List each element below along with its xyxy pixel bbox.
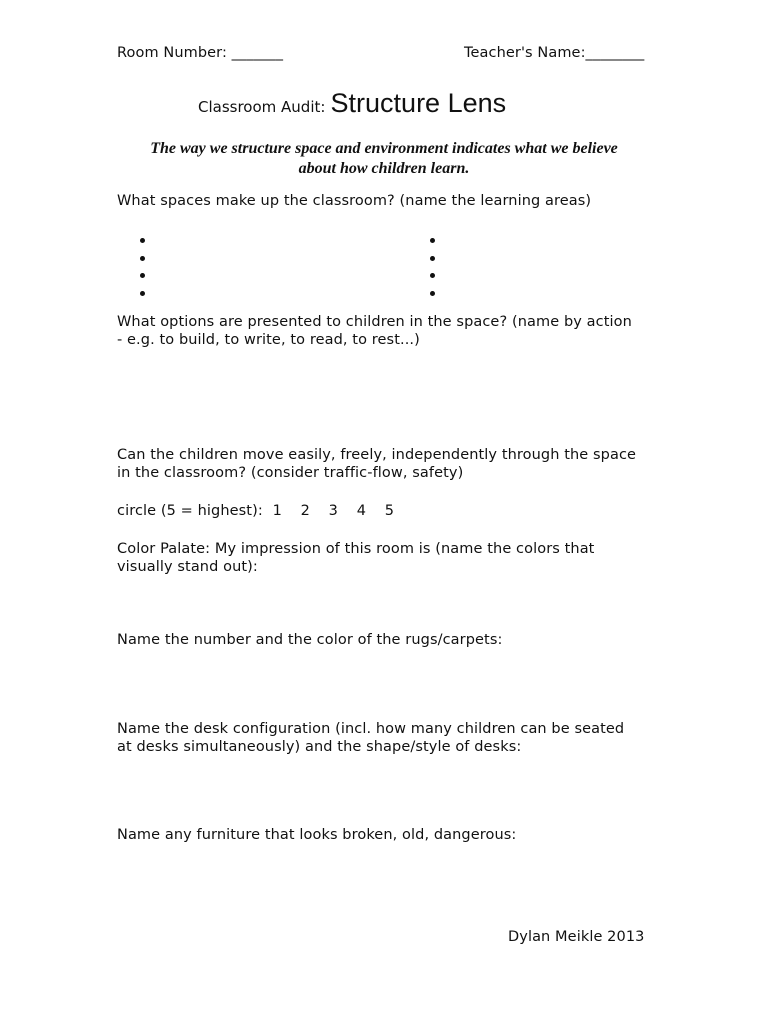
list-item — [430, 238, 435, 243]
list-item — [140, 256, 145, 261]
rating-option-3: 3 — [328, 503, 338, 519]
rating-option-5: 5 — [384, 503, 395, 519]
page-title — [198, 88, 506, 119]
question-spaces: What spaces make up the classroom? (name the learning areas) — [117, 193, 592, 209]
question-move-line-2: in the classroom? (consider traffic-flow, safety) — [117, 465, 464, 481]
rating-option-1: 1 — [272, 503, 282, 519]
room-number-field: Room Number: _______ — [117, 45, 284, 61]
list-item — [430, 273, 435, 278]
question-desk-line-2: at desks simultaneously) and the shape/style of desks: — [117, 739, 522, 755]
rating-option-4: 4 — [356, 503, 367, 519]
rating-row — [117, 502, 394, 521]
list-item — [430, 256, 435, 261]
rating-option-2: 2 — [300, 503, 310, 519]
subtitle-line-2: about how children learn. — [298, 160, 470, 177]
list-item — [140, 291, 145, 296]
question-options-line-1: What options are presented to children in the space? (name by action — [117, 314, 632, 330]
question-furniture: Name any furniture that looks broken, old, dangerous: — [117, 827, 517, 843]
title-prefix: Classroom Audit: — [198, 98, 326, 116]
question-color-line-2: visually stand out): — [117, 559, 258, 575]
list-item — [140, 238, 145, 243]
teacher-name-field: Teacher's Name:________ — [464, 45, 645, 61]
question-rugs: Name the number and the color of the rugs/carpets: — [117, 632, 503, 648]
list-item — [430, 291, 435, 296]
list-item — [140, 273, 145, 278]
question-options-line-2: - e.g. to build, to write, to read, to rest...) — [117, 332, 420, 348]
question-move-line-1: Can the children move easily, freely, independently through the space — [117, 447, 637, 463]
subtitle-line-1: The way we structure space and environment indicates what we believe — [150, 140, 618, 157]
rating-label: circle (5 = highest): — [117, 503, 263, 519]
title-main: Structure Lens — [330, 88, 507, 118]
footer-author: Dylan Meikle 2013 — [508, 929, 645, 945]
question-color-line-1: Color Palate: My impression of this room is (name the colors that — [117, 541, 595, 557]
question-desk-line-1: Name the desk configuration (incl. how many children can be seated — [117, 721, 625, 737]
